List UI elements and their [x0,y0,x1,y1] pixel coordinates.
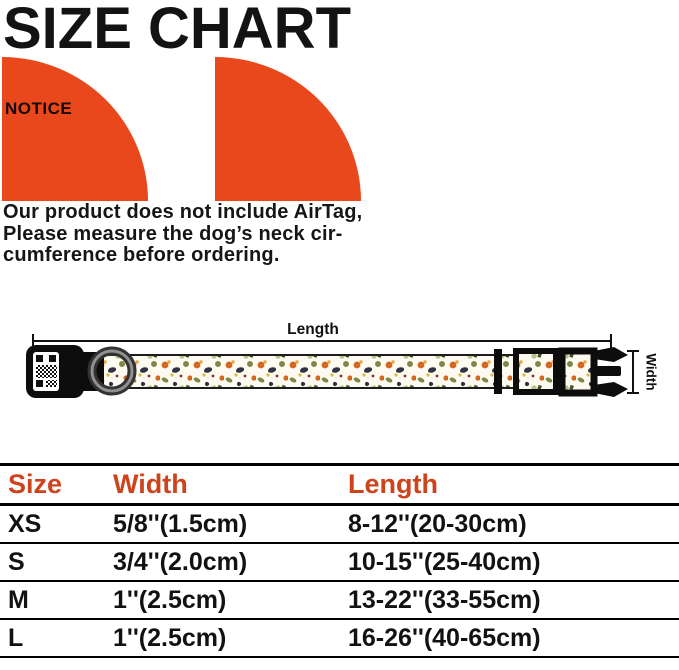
cell-length: 8-12''(20-30cm) [348,509,527,538]
length-label: Length [287,321,339,338]
cell-length: 16-26''(40-65cm) [348,623,541,652]
table-row-m [0,582,679,620]
collar-diagram [0,295,679,410]
notice-badge: NOTICE [5,99,73,118]
width-label: Width [643,353,659,391]
notice-line-3: cumference before ordering. [3,244,280,266]
table-row-s [0,544,679,582]
cell-size: XS [8,509,42,538]
buckle-male [562,347,628,397]
header-width: Width [113,469,188,499]
notice-text [3,202,362,267]
page-title: SIZE CHART [3,0,351,61]
notice-quarter-shape-2 [215,57,361,201]
header-length: Length [348,469,438,499]
notice-line-2: Please measure the dog’s neck cir- [3,222,343,245]
cell-width: 5/8''(1.5cm) [113,509,248,538]
cell-length: 10-15''(25-40cm) [348,547,541,576]
cell-width: 1''(2.5cm) [113,585,227,614]
width-dimension-line [627,351,639,393]
size-table [0,463,679,658]
notice-quarter-shape-1 [2,57,148,201]
cell-length: 13-22''(33-55cm) [348,585,541,614]
cell-size: M [8,585,29,614]
strap-bar [494,349,502,394]
table-row-l [0,620,679,658]
header-size: Size [8,469,63,499]
cell-size: S [8,547,25,576]
notice-line-1: Our product does not include AirTag, [3,201,363,223]
collar-illustration [0,295,679,410]
size-table-header-row [0,466,679,506]
cell-width: 3/4''(2.0cm) [113,547,248,576]
collar-strap [72,355,564,388]
tri-glide-slider [516,351,556,392]
cell-size: L [8,623,24,652]
table-row-xs [0,506,679,544]
cell-width: 1''(2.5cm) [113,623,227,652]
